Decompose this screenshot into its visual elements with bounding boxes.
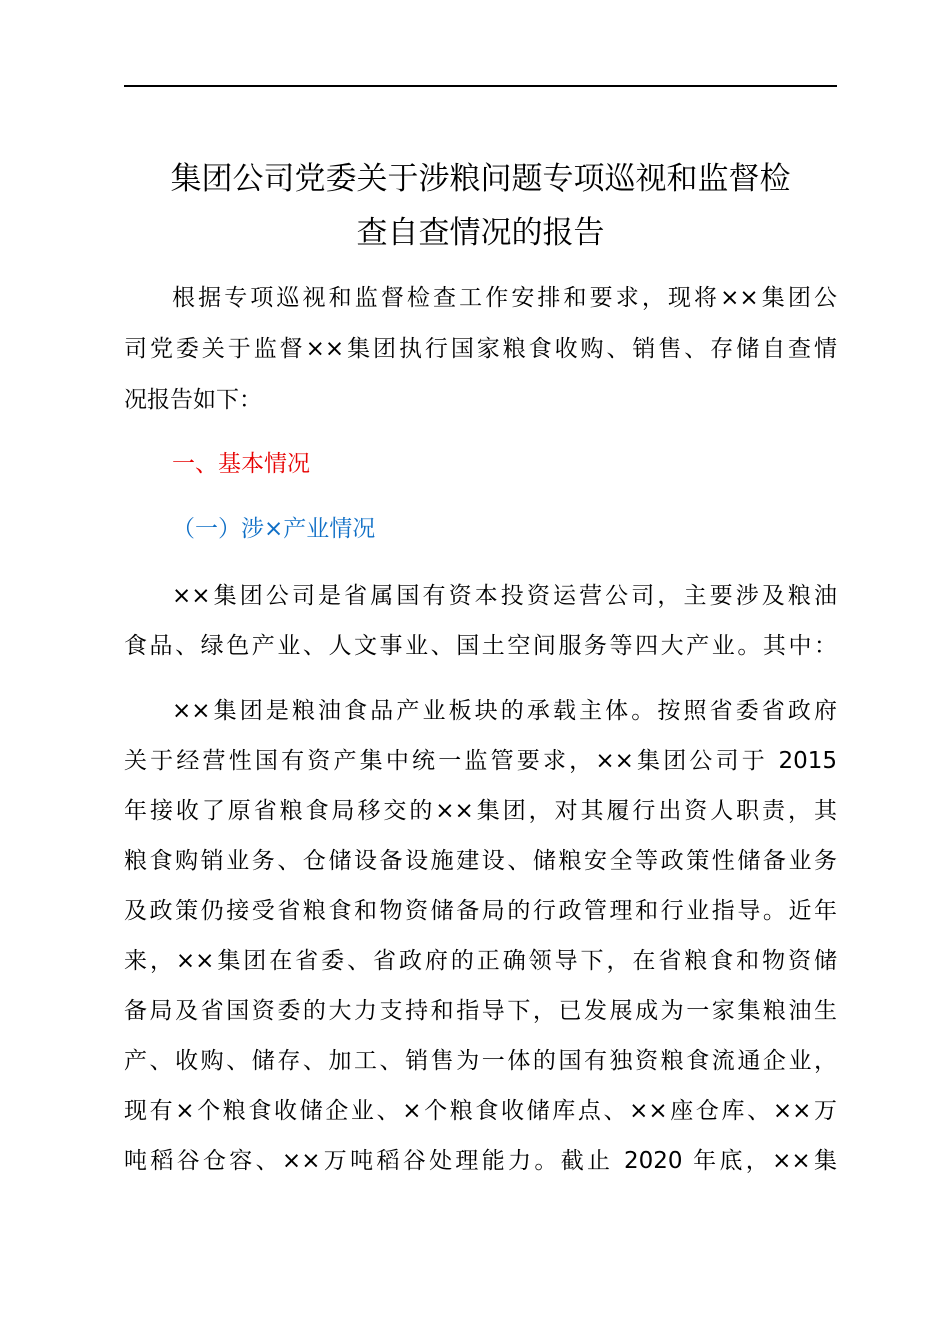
para2-line-9: 现有×个粮食收储企业、×个粮食收储库点、××座仓库、××万	[124, 1098, 837, 1124]
para2-line-10: 吨稻谷仓容、××万吨稻谷处理能力。截止 2020 年底，××集	[124, 1148, 837, 1174]
para2-line-4: 粮食购销业务、仓储设备设施建设、储粮安全等政策性储备业务	[124, 848, 837, 874]
intro-line-2: 司党委关于监督××集团执行国家粮食收购、销售、存储自查情	[124, 336, 837, 362]
para2-line-2: 关于经营性国有资产集中统一监管要求，××集团公司于 2015	[124, 748, 837, 774]
para2-line-8: 产、收购、储存、加工、销售为一体的国有独资粮食流通企业，	[124, 1048, 837, 1074]
header-rule	[124, 85, 837, 87]
para1-line-1: ××集团公司是省属国有资本投资运营公司，主要涉及粮油	[172, 583, 837, 609]
para2-line-1: ××集团是粮油食品产业板块的承载主体。按照省委省政府	[172, 698, 837, 724]
subsection-heading-1: （一）涉×产业情况	[172, 516, 376, 542]
section-heading-1: 一、基本情况	[172, 451, 310, 477]
para1-line-2: 食品、绿色产业、人文事业、国土空间服务等四大产业。其中：	[124, 633, 837, 659]
intro-line-3: 况报告如下：	[124, 387, 262, 413]
para2-line-3: 年接收了原省粮食局移交的××集团，对其履行出资人职责，其	[124, 798, 837, 824]
para2-line-5: 及政策仍接受省粮食和物资储备局的行政管理和行业指导。近年	[124, 898, 837, 924]
intro-line-1: 根据专项巡视和监督检查工作安排和要求，现将××集团公	[172, 285, 837, 311]
para2-line-7: 备局及省国资委的大力支持和指导下，已发展成为一家集粮油生	[124, 998, 837, 1024]
document-title	[124, 152, 837, 260]
para2-line-6: 来，××集团在省委、省政府的正确领导下，在省粮食和物资储	[124, 948, 837, 974]
title-line-1: 集团公司党委关于涉粮问题专项巡视和监督检	[170, 161, 791, 197]
title-line-2: 查自查情况的报告	[356, 215, 605, 251]
